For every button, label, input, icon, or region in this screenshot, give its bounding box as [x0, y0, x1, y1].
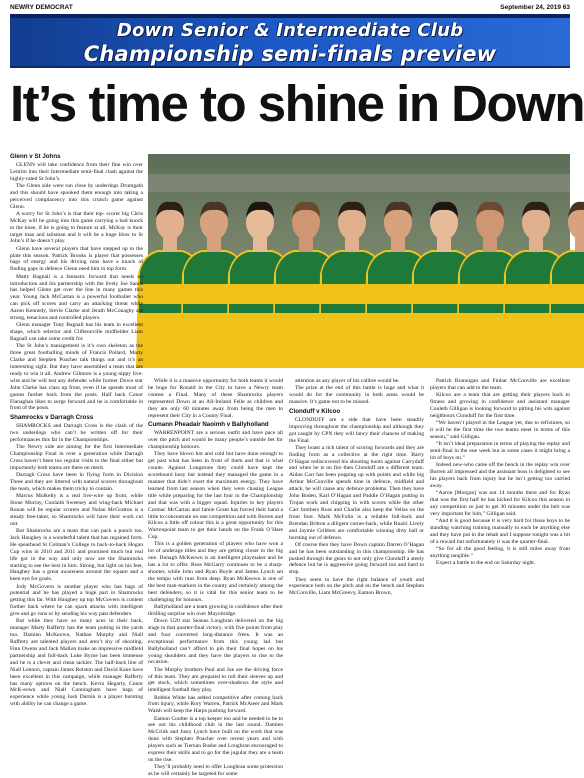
paragraph: Darragh Cross have been in flying form in Division Three and they are littered with natural scorers throughout the team, which makes them tricky to contain.	[10, 472, 143, 492]
paragraph: A worry for St John’s is that their top- scorer big Chris McKay will be going into this game carrying a bad knock to the knee, if he is going to feature at all. McKay is their target man and talisman and it will be a huge blow to St John’s if he doesn’t play.	[10, 210, 143, 245]
paragraph: Jody McGovern is another player who has bags of potential and he has played a huge part in Shamrocks getting this far. With Haughey up top McGovern is content further back where he can spark attacks with intelligent give and go runs or by sending his way past defenders.	[10, 583, 143, 618]
subhead-glenn-st-johns: Glenn v St Johns	[10, 153, 61, 160]
masthead	[10, 4, 570, 14]
paragraph: Eamon Coulter is a top keeper too and he needed to be to see out his childhood club in the last round. Damien McCrink and Justy Lynch have built on the work that was done with Stephen Poacher over recent years and with players such as Tiernan Rushe and Loughran encouraged to express their skills and to go for the jugular they are a team on the rise.	[148, 715, 283, 764]
paragraph: Ballyholland are a team growing in confidence after their thrilling surprise win over Mayobridge.	[148, 603, 283, 617]
banner-line-2: Championship semi-finals preview	[83, 42, 497, 66]
paragraph: attention as any player of his calibre would be.	[295, 378, 400, 384]
paragraph: The Murphy brothers Paul and Joe are the driving force of this team. They are prepared to roll their sleeves up and get stuck, which sometimes over-shadows the style and intelligent football they play.	[148, 666, 283, 694]
paragraph: The prize at the end of this battle is huge and what it would do for the community in both areas would be massive. It’s game not to be missed.	[289, 385, 424, 406]
paragraph: SHAMROCKS and Darragh Cross is the clash of the two underdogs who can’t be written off for their performances this far in the Championships.	[10, 423, 143, 444]
article-column-2	[148, 378, 283, 778]
photo-stand	[148, 174, 570, 192]
paragraph: Matty Bagnall is a fantastic forward that needs no introduction and his partnership with the lively Joe Sands has helped Glenn get over the line in many games this year. Young Jack McCartan is a powerful footballer who can pick off scores and carry an attacking threat while Aaron Kennedy, Stevie Clarke and Jerath McConaghy are strong, tenacious and controlled players.	[10, 273, 143, 322]
paper-name: NEWRY DEMOCRAT	[10, 4, 73, 11]
paragraph: Expect a battle to the end on Saturday night.	[436, 559, 536, 566]
subhead-cpn-ballyholland: Cumann Pheadair Naoimh v Ballyholland	[148, 421, 269, 429]
paragraph: “Aaron [Morgan] was out 14 months there and for Ryan that was the first half he has kicked for Kilcoo this season in any competition so just to get 30 minutes under the belt was very important for him,” Gilligan said.	[430, 489, 570, 517]
paragraph: The St John’s management is it’s own skeleton as the three great footballing minds of Francis Pollard, Marty Clarke and Stephen Poacher talk things out and it’s an interesting sight. But they have assembled a team that are ready to win it all. Andrew Gilmore is a young nippy live-wire and he will test any defender while former Down star John Clarke has class up front, even if he spends most of games further back from the posts. Half back Conor Flanaghan likes to surge forward and he is comfortable in front of the posts.	[10, 343, 143, 412]
paragraph: Glenn manager Tony Bagnall has his team in excellent shape, which selector and Clifteonville midfielder Liam Bagnall can take some credit for.	[10, 322, 143, 343]
headline: It’s time to shine in Down	[10, 75, 584, 132]
paragraph: They’ll probably need to offer Loughran some protection as he will certainly be targeted for some	[148, 764, 283, 778]
paragraph: But Shamrocks are a team that can pack a punch too. Jack Haughey is a wonderful talent that has regained form. He spearhead St Colman’s College to back-to-back Hogan Cup wins in 2010 and 2011 and promised much but real life got in the way and only now are the Shamrocks starting to see the best in him. Strong, but light on his feet, Haughey has a great awareness around the square and a keen eye for goals.	[10, 528, 143, 583]
paragraph: “It isn’t ideal preparation in terms of playing the replay and semi-final in the one week but in some cases it might bring a lot of boys on.”	[430, 441, 570, 461]
banner-stripe	[10, 14, 570, 18]
subhead-shamrocks-darragh-cross: Shamrocks v Darragh Cross	[10, 414, 94, 422]
team-lineup-photo	[148, 154, 570, 368]
paragraph: While it is a massive opportunity for both teams it would be huge for Ronald in the City to have a Newry team contest a Final. Many of these Shamrocks players represented Down at an All-Ireland Feile as children and they are only 60 minutes away from being the men to represent their City in a County Final.	[148, 378, 283, 419]
paragraph: Patrick Brannigan and Finbar McConville are excellent players that can add to the team.	[430, 378, 570, 391]
paragraph: They boast a rich talent of scoring forwards and they are finding form as a collective at the right time. Barry O’Hagan rediscovered his shooting boots against Carryduff and when he is on fire then Clonduff are a different team. Aidan Carr has been popping up with points and while big Arthur McConville spends time in defence, midfield and attack, he will cause any defence problems. Then they have John Boden, Karl O’Hagan and Paddie O’Hagan putting in Trojan work and chipping in with scores while the other Carr brothers Ross and Charlie also keep the Yellas on the front foot. Mark McFolin is a reliable full-back and Brendan Britton a diligent corner-back, while Ruairi Lively and Jaymie Gribben are comfortable winning dirty ball or bursting out of defence.	[289, 444, 424, 541]
paragraph: CLONDUFF are a side that have been steadily improving throughout the championship and although they got caught by CPN they will fancy their chances of making the Final.	[289, 416, 424, 444]
paragraph: The Glenn side were run close by underdogs Drumgath and this should have spooked them enough into taking a perceived complacency into this crunch game against Glenn.	[10, 182, 143, 210]
photo-canvas	[148, 154, 570, 368]
paragraph: “So for all the good feeling, it is still miles away from anything tangible.”	[430, 545, 570, 559]
paragraph: Indeed new-who came off the bench in the replay win over Burren all impressed and the assistant boss is delighted to see his players back from injury but he isn’t getting too carried away.	[430, 462, 570, 489]
paragraph: Kilcoo are a team that are getting their players back to fitness and growing in confidence and assistant manager Conleth Gilligan is looking forward to pitting his wits against neighbours Clonduff for the first time.	[430, 392, 570, 419]
paragraph: Robbie White has added competitive after coming back from injury, while Rory Warren, Patrick McAteer and Mark Walsh will keep the Harps pushing forward.	[148, 694, 283, 715]
paragraph: Glenn have several players that have stepped up to the plate this season. Patrick Brooks is player that possesses bags of energy and his driving runs have a knack of finding gaps in defence Glenn need him in top form.	[10, 245, 143, 273]
paragraph: Marcus Mulkelly is a real live-wire up front, while Stone Murray, Conlaith Sweeney and wing-back Michael Ronan will be regular scorers and Nolan McGratton is a steady free-taker, so Shamrocks will have their work cut out.	[10, 493, 143, 527]
section-banner	[10, 14, 570, 68]
paragraph: They seem to have the right balance of youth and experience both on the pitch and on the bench and Stephen McConville, Liam McGreevy, Eamon Brown,	[289, 576, 424, 597]
paragraph: This is a golden generation of players who have won a lot of underage titles and they are getting closer to the big one. Donagh McKeown is an intelligent playmaker and he has a lot to offer. Ross McGarry continues to be a sharp-shooter, while John and Ryan Boyle and James Lynch set the tempo with runs from deep. Ryan McKeown is one of the best man-markers in the county and certainly among the best defenders, so it is vital for this senior team to be challenging for honours.	[148, 541, 283, 603]
paragraph: But while they have so many aces in their back, manager Marty Rafferty has the team putting in the yards too. Damien McKeown, Nathan Murphy and Niall Rafferty are talented players and aren’t shy of shooting. Finn Owens and Jack Mallon make an impressive midfield partnership and full-back Luke Byrne has been immense and he is a clever and clean tackler. The half-back line of Niall Lennon, captain James Rolston and David Kane have been excellent in this campaign, while manager Rafferty has many options on the bench. Kevin Hegarty, Conor McK-eown and Niall Cunningham have bags of experience while young Josh Durnin is a player bursting with ability he can change a game.	[10, 618, 143, 708]
issue-date: September 24, 2019 63	[500, 4, 570, 11]
paragraph: They have blown hot and cold but have done enough to get past what has been in front of them and that is what counts. Against Longstone they could have kept the scoreboard busy but instead they managed the game in a manner that didn’t exert the maximum energy. They have learned from last season when they were chasing League title while preparing for the last four in the Championship and that was with a bigger squad. Injuries to key players Cormac McCartan and Jamie Grant has forced their hand a little to concentrate on one competition and with Burren and Kilcoo a little off colour this is a great opportunity for this Warrenpoint team to get their hands on the Frank O’Hare Cup.	[148, 451, 283, 541]
paragraph: “We haven’t played in the League yet, due to refixtures, so it will be the first time the two teams meet in terms of this season,” said Gilligan.	[430, 420, 570, 440]
subhead-clonduff-kilcoo: Clonduff v Kilcoo	[289, 407, 341, 415]
paragraph: Down U20 star Seanus Loughran delivered on the big stage in that quarter-final victory, with five points from play and four converted long-distance frees. It was an exceptional performance from this young lad but Ballyholland can’t afford to pin their final hopes on his young shoulders and they have the players to rise to the occasion.	[148, 618, 283, 666]
article-column-3	[289, 378, 424, 734]
article-column-1	[10, 154, 143, 734]
paragraph: WARRENPOINT are a serious outfit and have pace all over the pitch and would be many people’s outside bet for championship honours.	[148, 430, 283, 451]
paragraph: GLENN will take confidence from their fine win over Leitrim into their Intermediate semi-final clash against the highly-rated St John’s.	[10, 161, 143, 182]
banner-line-1: Down Senior & Intermediate Club	[116, 20, 464, 41]
paragraph: Of course then they have Down captain Darren O’Hagan and he has been outstanding in this championship. He has pushed through the gears to not only give Clonduff a steely defence but he is aggressive going forward too and hard to stop.	[289, 541, 424, 576]
article-column-4	[430, 378, 570, 734]
paragraph: “And it is good because it is very hard for those boys to be standing watching training manually to each be anything else and they have put in the rehab and I suppose tonight was a bit of a reward but unfortunately it was the quarter-final.	[430, 517, 570, 545]
paragraph: The Newry side are aiming for the first Intermediate Championship Final in over a generation while Darragh Cross haven’t been too regular visits to the final either but importantly both teams are there on merit.	[10, 444, 143, 471]
